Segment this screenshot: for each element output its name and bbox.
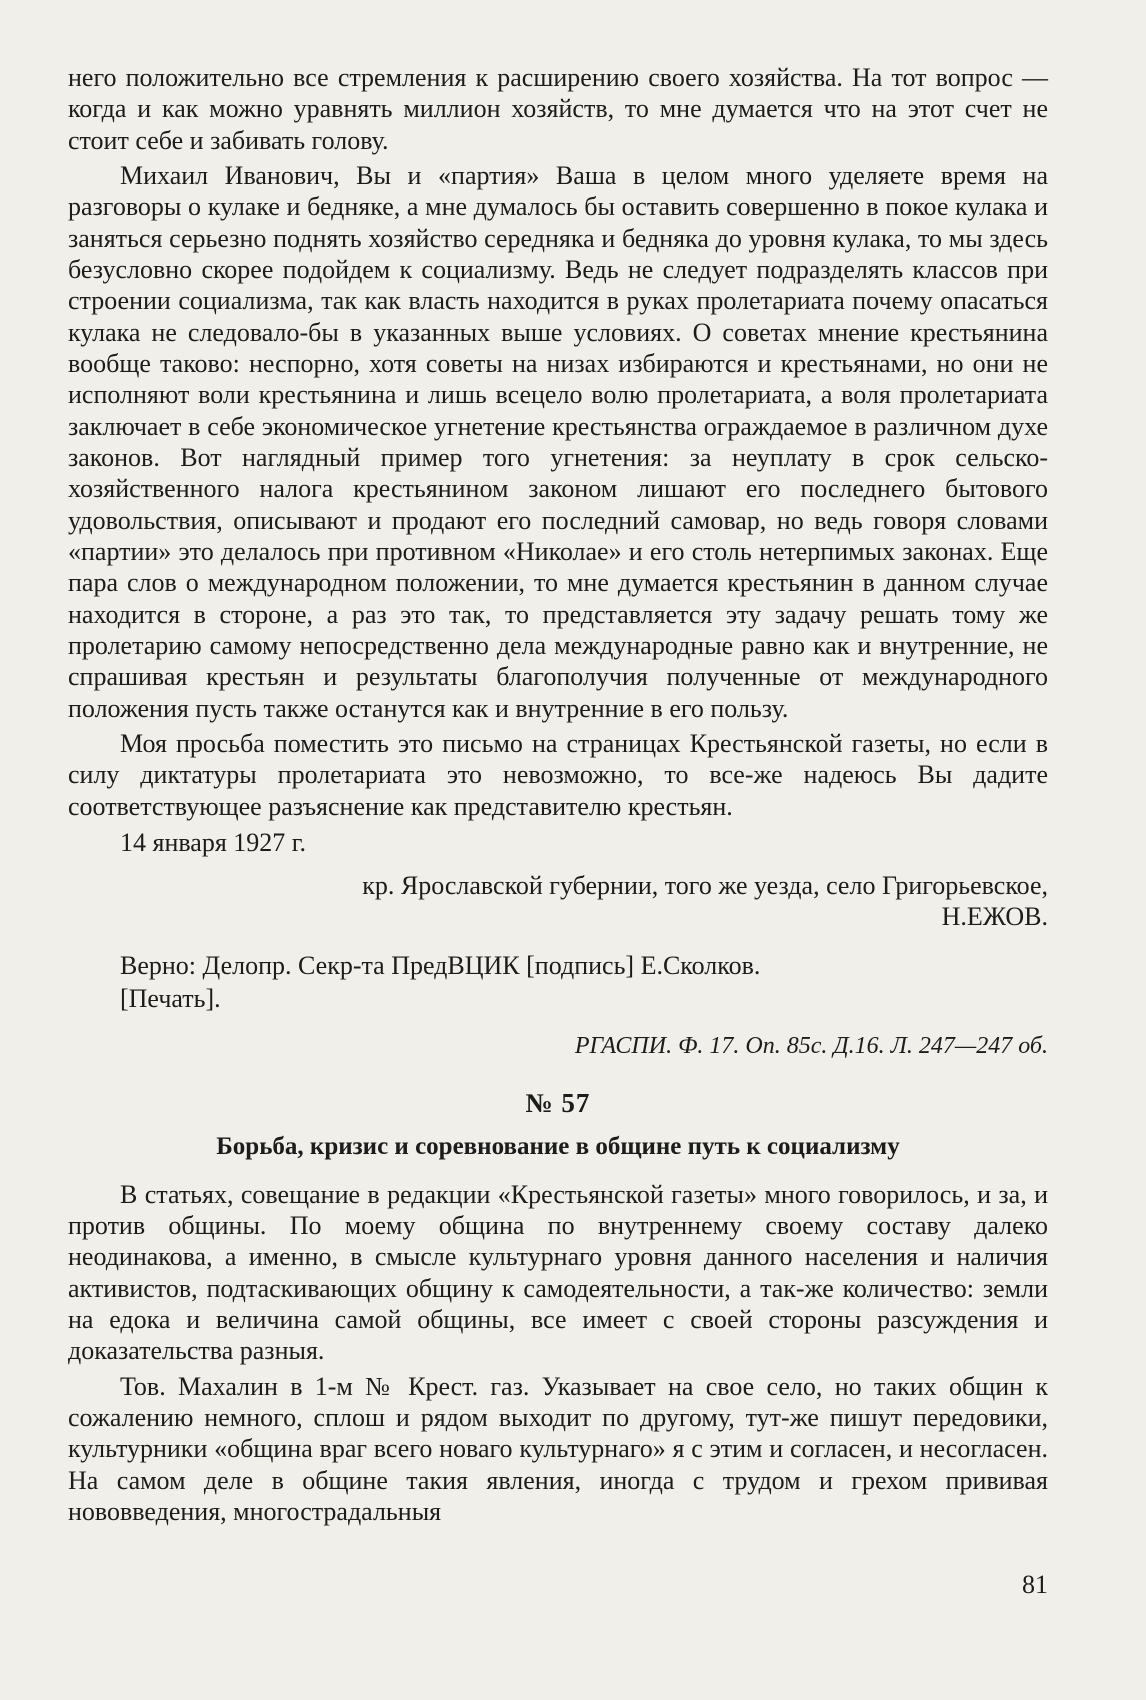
paragraph-1: него положительно все стремления к расширению своего хозяйства. На тот вопрос — когда и как можно уравнять миллион хозяйств, то мне думается что на этот счет не стоит себе и забивать голову. [68, 63, 1048, 155]
document-number: № 57 [525, 1087, 591, 1118]
paragraph-2: Михаил Иванович, Вы и «партия» Ваша в целом много уделяете время на разговоры о кулаке и бедняке, а мне думалось бы оставить совершенно в покое кулака и заняться серьезно поднять хозяйство середняка и бедняка до уровня кулака, то мы здесь безусловно скорее подойдем к социализму. Ведь не следует подразделять классов при строении социализма, так как власть находится в руках пролетариата почему опасаться кулака не следовало-бы в указанных выше условиях. О советах мнение крестьянина вообще таково: неспорно, хотя советы на низах избираются и крестьянами, но они не исполняют воли крестьянина и лишь всецело волю пролетариата, а воля пролетариата заключает в себе экономическое угнетение крестьянства ограждаемое в различном духе законов. Вот наглядный пример того угнетения: за неуплату в срок сельско-хозяйственного налога крестьянином законом лишают его последнего бытового удовольствия, описывают и продают его последний самовар, но ведь говоря словами «партии» это делалось при противном «Николае» и его столь нетерпимых законах. Еще пара слов о международном положении, то мне думается крестьянин в данном случае находится в стороне, а раз это так, то представляется эту задачу решать тому же пролетарию самому непосредственно дела международные равно как и внутренние, не спрашивая крестьян и результаты благополучия полученные от международного положения пусть также останутся как и внутренние в его пользу. [68, 160, 1048, 723]
paragraph-4: В статьях, совещание в редакции «Крестьянской газеты» много говорилось, и за, и против общины. По моему община по внутреннему своему составу далеко неодинакова, а именно, в смысле культурнаго уровня данного населения и наличия активистов, подтаскивающих общину к самодеятельности, а так-же количество: земли на едока и величина самой общины, все имеет с своей стороны разсуждения и доказательства разныя. [68, 1179, 1048, 1366]
verification-note: Верно: Делопр. Секр-та ПредВЦИК [подпись] Е.Сколков. [120, 951, 761, 981]
signature-place: кр. Ярославской губернии, того же уезда, село Григорьевское, [362, 870, 1048, 900]
seal-note: [Печать]. [120, 984, 221, 1014]
letter-date: 14 января 1927 г. [120, 827, 307, 857]
archive-reference: РГАСПИ. Ф. 17. Оп. 85с. Д.16. Л. 247—247 об. [574, 1032, 1048, 1059]
paragraph-3: Моя просьба поместить это письмо на страницах Крестьянской газеты, но если в силу диктатуры пролетариата это невозможно, то все-же надеюсь Вы дадите соответствующее разъяснение как представителю крестьян. [68, 728, 1048, 821]
paragraph-5: Тов. Махалин в 1-м № Крест. газ. Указывает на свое село, но таких общин к сожалению немного, сплош и рядом выходит по другому, тут-же пишут передовики, культурники «община враг всего новаго культурнаго» я с этим и согласен, и несогласен. На самом деле в общине такия явления, иногда с трудом и грехом прививая нововведения, многострадальныя [68, 1371, 1048, 1526]
document-title: Борьба, кризис и соревнование в общине путь к социализму [216, 1132, 900, 1160]
page-number: 81 [1022, 1570, 1048, 1599]
signature-name: Н.ЕЖОВ. [941, 902, 1048, 932]
